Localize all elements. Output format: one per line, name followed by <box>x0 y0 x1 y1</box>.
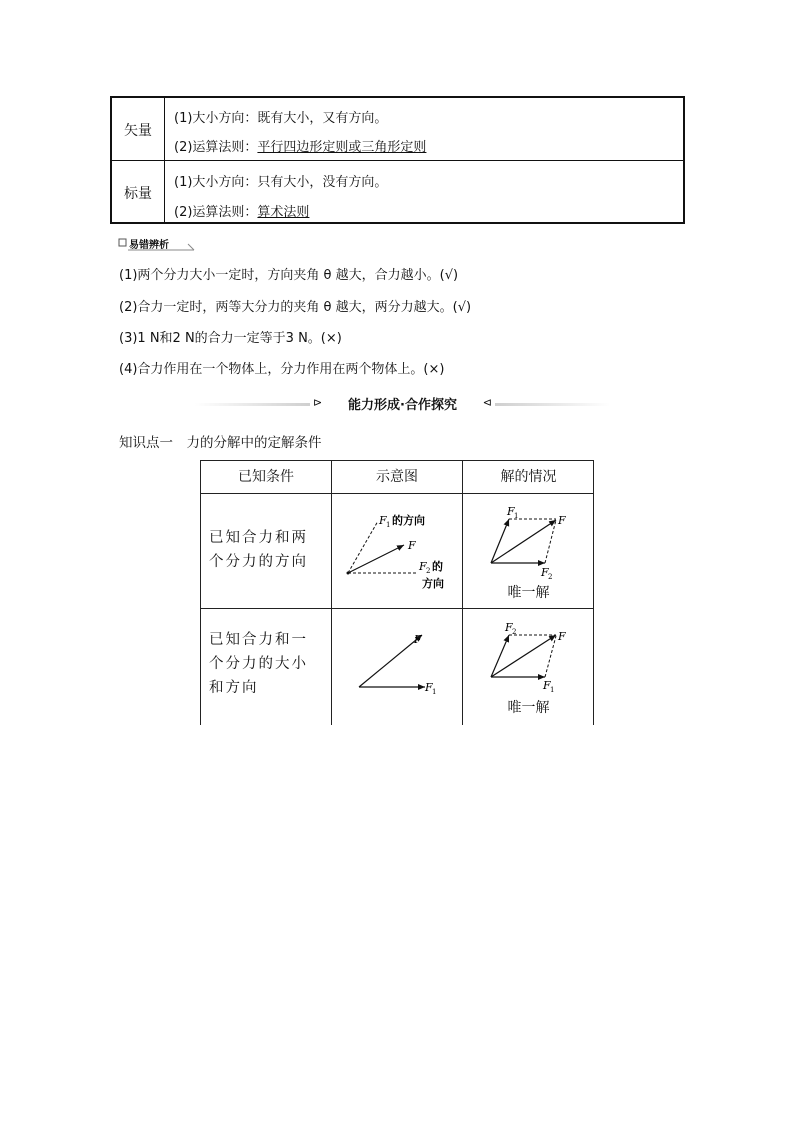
misjudge-item-4: (4)合力作用在一个物体上，分力作用在两个物体上。(×) <box>119 362 445 377</box>
svg-text:1: 1 <box>432 688 437 696</box>
rule-prefix: (2)运算法则： <box>174 140 258 155</box>
svg-text:1: 1 <box>550 686 555 694</box>
header-condition: 已知条件 <box>238 469 294 485</box>
label-F1: F <box>543 679 551 692</box>
label-f1-direction: 的方向 <box>392 514 425 527</box>
resultant-arrow <box>359 635 422 687</box>
label-F: F <box>558 630 566 643</box>
label-F: F <box>558 514 566 527</box>
decomposition-table <box>200 460 594 725</box>
header-diagram: 示意图 <box>376 469 418 485</box>
parallelogram-right <box>545 636 556 677</box>
svg-text:1: 1 <box>386 521 391 529</box>
svg-text:2: 2 <box>426 567 431 575</box>
row-divider <box>112 160 683 161</box>
vector-magnitude-direction: (1)大小方向：既有大小，又有方向。 <box>174 111 388 126</box>
scalar-operation-rule <box>174 201 309 220</box>
diagram-two-directions <box>332 494 462 608</box>
label-F1: F <box>425 681 433 694</box>
arrow-right-icon: ⊳ <box>313 396 323 409</box>
vector-operation-rule <box>174 136 426 155</box>
solution-diagram-row-2 <box>463 609 594 693</box>
label-F2: F <box>505 621 513 634</box>
condition-line: 已知合力和两 <box>209 530 308 546</box>
scalar-label: 标量 <box>124 186 152 202</box>
rule-answer: 平行四边形定则或三角形定则 <box>257 140 427 155</box>
section-banner-title: 能力形成·合作探究 <box>348 398 457 413</box>
section-banner <box>195 394 610 414</box>
condition-line: 个分力的方向 <box>209 554 308 570</box>
label-F: F <box>414 633 422 646</box>
svg-text:1: 1 <box>514 512 519 520</box>
svg-text:2: 2 <box>548 573 553 581</box>
scalar-magnitude-direction: (1)大小方向：只有大小，没有方向。 <box>174 175 388 190</box>
condition-row-1 <box>209 526 325 574</box>
result-row-2: 唯一解 <box>507 700 550 716</box>
misjudge-title: 易错辨析 <box>129 240 169 251</box>
vector-label: 矢量 <box>124 123 152 139</box>
result-row-1: 唯一解 <box>507 585 550 601</box>
label-f2-direction: 方向 <box>422 577 444 590</box>
rule-prefix: (2)运算法则： <box>174 205 258 220</box>
condition-row-2 <box>209 628 325 700</box>
label-F1: F <box>507 505 515 518</box>
label-F2: F <box>541 566 549 579</box>
misjudge-item-2: (2)合力一定时，两等大分力的夹角 θ 越大，两分力越大。(√) <box>119 300 472 315</box>
label-F: F <box>408 539 416 552</box>
diagram-one-component <box>332 609 462 725</box>
svg-text:2: 2 <box>512 628 517 636</box>
knowledge-point-heading: 知识点一 力的分解中的定解条件 <box>119 435 322 451</box>
misjudge-item-1: (1)两个分力大小一定时，方向夹角 θ 越大，合力越小。(√) <box>119 268 459 283</box>
header-solution: 解的情况 <box>500 469 557 485</box>
vector-scalar-table <box>110 96 685 224</box>
label-F2: F <box>419 560 427 573</box>
misjudge-item-3: (3)1 N和2 N的合力一定等于3 N。(×) <box>119 331 342 346</box>
arrow-left-icon: ⊲ <box>482 396 492 409</box>
condition-line: 已知合力和一 <box>209 632 308 648</box>
misjudge-badge <box>118 236 200 256</box>
rule-answer: 算术法则 <box>257 205 310 220</box>
condition-line: 和方向 <box>209 680 259 696</box>
label-F1: F <box>379 514 387 527</box>
condition-line: 个分力的大小 <box>209 656 308 672</box>
solution-diagram-row-1 <box>463 494 594 581</box>
label-f2-de: 的 <box>432 560 443 573</box>
